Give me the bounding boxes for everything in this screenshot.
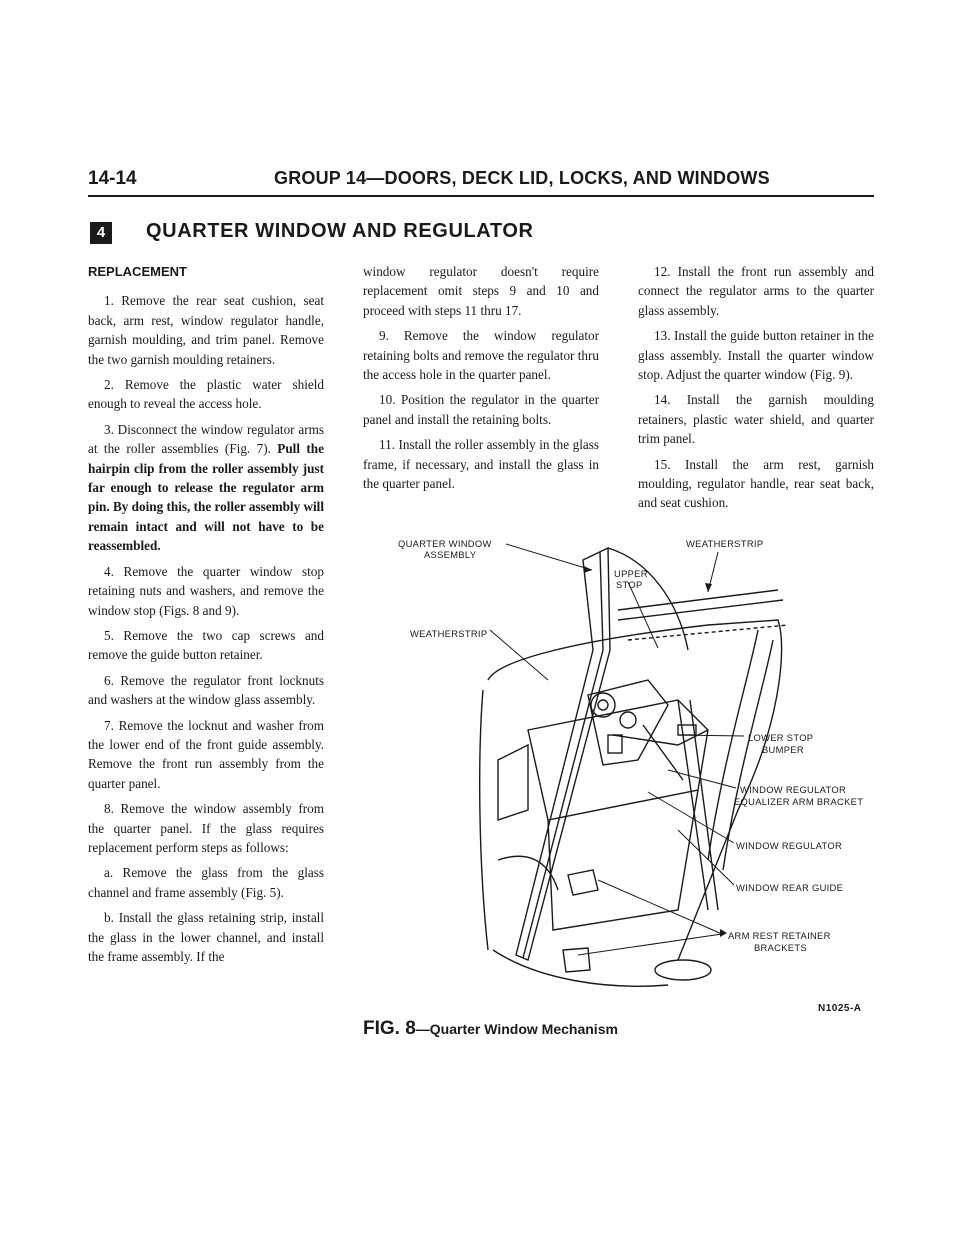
step-1: 1. Remove the rear seat cushion, seat back, arm rest, window regulator handle, garnish moulding, and trim panel. Remove the two garnish moulding retainers. — [88, 293, 324, 367]
header-rule — [88, 195, 874, 197]
step-11: 11. Install the roller assembly in the glass frame, if necessary, and install the glass in the quarter panel. — [363, 437, 599, 492]
step-6: 6. Remove the regulator front locknuts and washers at the window glass assembly. — [88, 672, 324, 708]
step-15: 15. Install the arm rest, garnish moulding, regulator handle, rear seat back, and seat cushion. — [638, 456, 874, 511]
label-upper-stop-2: STOP — [616, 579, 643, 590]
step-12: 12. Install the front run assembly and connect the regulator arms to the quarter glass assembly. — [638, 264, 874, 318]
label-weatherstrip-left: WEATHERSTRIP — [410, 628, 488, 639]
figure-caption-number: FIG. 8 — [363, 1018, 416, 1039]
figure-code: N1025-A — [818, 1003, 862, 1014]
label-quarter-window-2: ASSEMBLY — [424, 549, 477, 560]
page-header — [88, 168, 874, 194]
label-equalizer-2: EQUALIZER ARM BRACKET — [734, 796, 864, 807]
page-number: 14-14 — [88, 168, 137, 189]
step-10: 10. Position the regulator in the quarter panel and install the retaining bolts. — [363, 392, 599, 427]
column-3 — [638, 262, 874, 519]
label-weatherstrip-top: WEATHERSTRIP — [686, 538, 764, 549]
step-14: 14. Install the garnish moulding retainers, plastic water shield, and quarter trim panel. — [638, 392, 874, 447]
label-window-rear-guide: WINDOW REAR GUIDE — [736, 882, 844, 893]
section-title: QUARTER WINDOW AND REGULATOR — [146, 220, 534, 242]
group-title: GROUP 14—DOORS, DECK LID, LOCKS, AND WINDOWS — [274, 168, 770, 188]
step-8: 8. Remove the window assembly from the quarter panel. If the glass requires replacement perform steps as follows: — [88, 801, 324, 855]
step-8b-continued: window regulator doesn't require replacement omit steps 9 and 10 and proceed with steps 11 thru 17. — [363, 264, 599, 318]
label-lower-stop-2: BUMPER — [762, 744, 804, 755]
step-8a: a. Remove the glass from the glass channel and frame assembly (Fig. 5). — [88, 865, 324, 900]
step-8b: b. Install the glass retaining strip, install the glass in the lower channel, and install the frame assembly. If the — [88, 910, 324, 964]
figure-caption — [363, 1018, 618, 1040]
step-5: 5. Remove the two cap screws and remove the guide button retainer. — [88, 627, 324, 663]
label-window-regulator: WINDOW REGULATOR — [736, 840, 843, 851]
section-number-badge: 4 — [90, 222, 112, 244]
column-2 — [363, 262, 599, 499]
step-7: 7. Remove the locknut and washer from the lower end of the front guide assembly. Remove the front run assembly from the quarter panel. — [88, 717, 324, 791]
figure-caption-text: —Quarter Window Mechanism — [415, 1021, 618, 1037]
label-lower-stop-1: LOWER STOP — [748, 732, 814, 743]
label-arm-rest-2: BRACKETS — [754, 942, 807, 953]
step-2: 2. Remove the plastic water shield enough to reveal the access hole. — [88, 377, 324, 412]
subhead-replacement: REPLACEMENT — [88, 264, 187, 279]
figure-8-illustration — [378, 530, 878, 1010]
label-arm-rest-1: ARM REST RETAINER — [728, 930, 831, 941]
step-9: 9. Remove the window regulator retaining bolts and remove the regulator thru the access hole in the quarter panel. — [363, 328, 599, 383]
step-3-bold-note: Pull the hairpin clip from the roller assembly just far enough to release the regulator arm pin. By doing this, the roller assembly will remain intact and will not have to be reassembled. — [88, 441, 324, 554]
step-3-text: 3. Disconnect the window regulator arms at the roller assemblies (Fig. 7). — [88, 421, 324, 457]
step-13: 13. Install the guide button retainer in the glass assembly. Install the quarter window stop. Adjust the quarter window (Fig. 9). — [638, 328, 874, 383]
label-quarter-window-1: QUARTER WINDOW — [398, 538, 492, 549]
label-equalizer-1: WINDOW REGULATOR — [740, 784, 847, 795]
column-1 — [88, 262, 324, 972]
label-upper-stop-1: UPPER — [614, 568, 648, 579]
step-4: 4. Remove the quarter window stop retaining nuts and washers, and remove the window stop (Figs. 8 and 9). — [88, 563, 324, 618]
step-3 — [88, 420, 324, 556]
